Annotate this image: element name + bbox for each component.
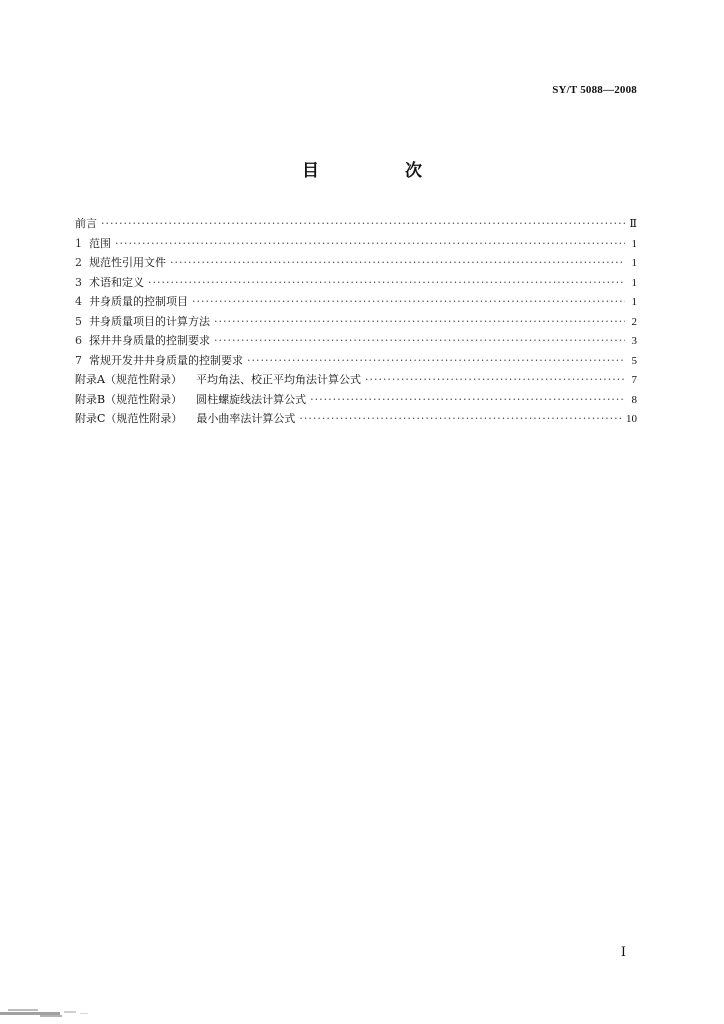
toc-entry-number: 1 <box>75 236 82 250</box>
toc-entry-label: 术语和定义 <box>89 275 144 289</box>
standard-number: SY/T 5088—2008 <box>552 84 637 96</box>
toc-entry-page: Ⅱ <box>629 218 637 230</box>
toc-entry-appendix-b[interactable] <box>75 390 637 410</box>
toc-entry-label: 附录A（规范性附录） <box>75 373 182 386</box>
toc-dot-leader <box>247 351 625 371</box>
toc-entry-number: 4 <box>75 295 82 308</box>
toc-entry-4[interactable] <box>75 292 637 312</box>
toc-dot-leader <box>115 234 625 254</box>
toc-dot-leader <box>214 312 625 332</box>
toc-entry-label: 前言 <box>75 217 97 230</box>
toc-dot-leader <box>365 370 625 390</box>
toc-title: 目 次 <box>302 161 462 181</box>
toc-entry-subtitle: 最小曲率法计算公式 <box>196 412 296 425</box>
scan-artifact <box>0 1006 96 1020</box>
toc-entry-label: 井身质量的控制项目 <box>89 295 188 308</box>
toc-dot-leader <box>310 390 625 410</box>
toc-entry-preface[interactable] <box>75 214 637 234</box>
toc-entry-appendix-c[interactable] <box>75 409 637 429</box>
toc-entry-label: 探井井身质量的控制要求 <box>89 334 210 347</box>
toc-entry-page: 5 <box>631 354 637 367</box>
toc-entry-number: 2 <box>75 256 82 269</box>
toc-entry-number: 3 <box>75 275 82 289</box>
toc-dot-leader <box>148 273 625 293</box>
toc-entry-subtitle: 圆柱螺旋线法计算公式 <box>196 392 307 406</box>
toc-entry-label: 规范性引用文件 <box>89 256 166 269</box>
toc-dot-leader <box>170 253 625 273</box>
page-number: Ⅰ <box>620 944 626 959</box>
toc-entry-5[interactable] <box>75 312 637 332</box>
toc-entry-label: 范围 <box>89 236 111 250</box>
toc-entry-page: 1 <box>631 257 637 269</box>
toc-entry-page: 1 <box>631 237 637 250</box>
toc-entry-label: 附录B（规范性附录） <box>75 392 183 406</box>
toc-entry-page: 1 <box>631 276 637 289</box>
toc-entry-label: 附录C（规范性附录） <box>75 412 183 425</box>
toc-entry-label: 井身质量项目的计算方法 <box>89 314 210 328</box>
toc-entry-2[interactable] <box>75 253 637 273</box>
toc-entry-number: 5 <box>75 314 82 328</box>
toc-entry-page: 2 <box>631 315 637 328</box>
toc-entry-3[interactable] <box>75 273 637 293</box>
toc-entry-page: 1 <box>631 296 637 308</box>
toc-dot-leader <box>101 214 625 234</box>
toc-entry-number: 7 <box>75 353 82 367</box>
toc-entry-page: 3 <box>631 335 637 347</box>
toc-dot-leader <box>214 331 625 351</box>
toc-entry-6[interactable] <box>75 331 637 351</box>
toc-entry-page: 7 <box>631 374 637 386</box>
toc-entry-appendix-a[interactable] <box>75 370 637 390</box>
toc-dot-leader <box>299 409 622 429</box>
toc-dot-leader <box>192 292 625 312</box>
toc-entry-page: 10 <box>626 413 637 425</box>
toc-list <box>75 214 637 429</box>
toc-entry-number: 6 <box>75 334 82 347</box>
toc-entry-7[interactable] <box>75 351 637 371</box>
toc-entry-subtitle: 平均角法、校正平均角法计算公式 <box>195 373 361 386</box>
toc-entry-page: 8 <box>631 393 637 406</box>
toc-entry-1[interactable] <box>75 234 637 254</box>
toc-entry-label: 常规开发井井身质量的控制要求 <box>89 353 243 367</box>
